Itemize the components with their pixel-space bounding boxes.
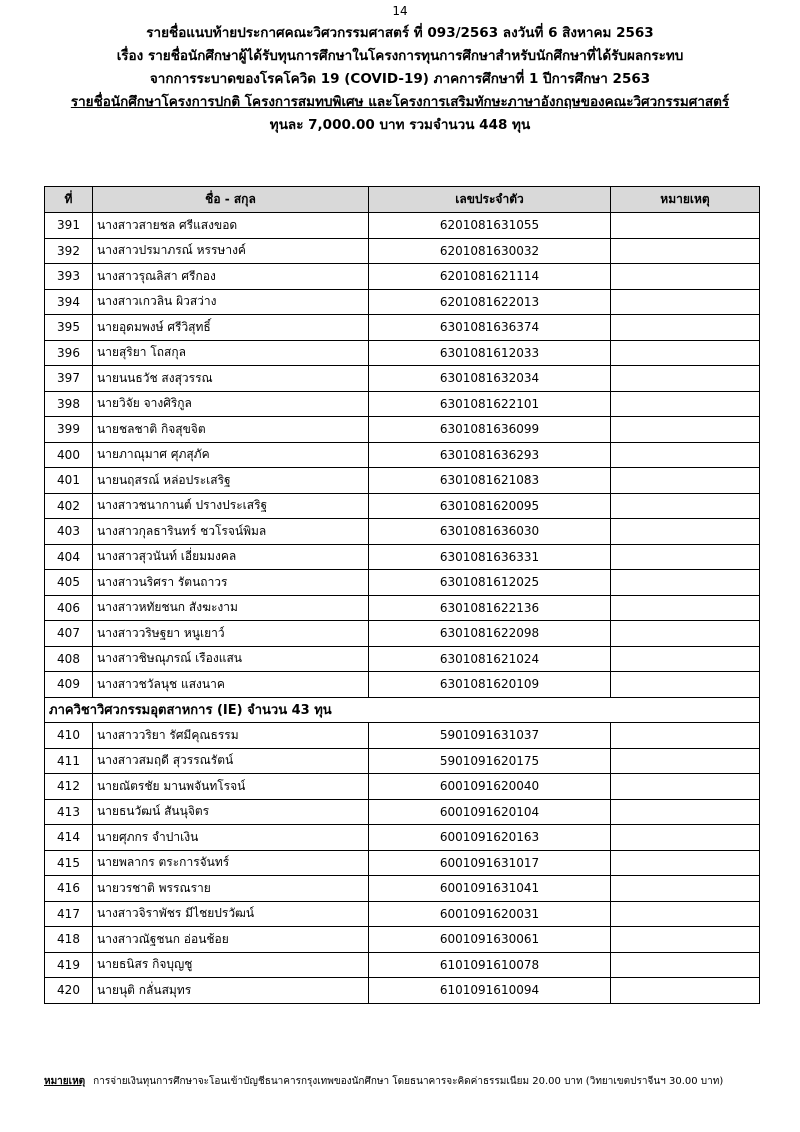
row-number: 417: [45, 901, 93, 927]
column-header-number: ที่: [45, 187, 93, 213]
row-number: 396: [45, 340, 93, 366]
student-name: นายสุริยา โถสกุล: [93, 340, 369, 366]
row-remarks: [611, 799, 760, 825]
table-row: [45, 468, 760, 494]
row-remarks: [611, 289, 760, 315]
row-remarks: [611, 748, 760, 774]
student-name: นายนนธวัช สงสุวรรณ: [93, 366, 369, 392]
table-row: [45, 646, 760, 672]
row-number: 412: [45, 774, 93, 800]
student-id: 6301081636374: [369, 315, 611, 341]
student-name: นางสาววริยา รัศมีคุณธรรม: [93, 723, 369, 749]
student-id: 6301081636030: [369, 519, 611, 545]
row-remarks: [611, 825, 760, 851]
row-number: 407: [45, 621, 93, 647]
student-id: 6101091610094: [369, 978, 611, 1004]
row-remarks: [611, 544, 760, 570]
student-id: 6301081636293: [369, 442, 611, 468]
table-row: [45, 927, 760, 953]
table-section: [45, 697, 760, 723]
table-row: [45, 391, 760, 417]
student-id: 6301081612033: [369, 340, 611, 366]
row-number: 420: [45, 978, 93, 1004]
student-name: นางสาวหทัยชนก สังฆะงาม: [93, 595, 369, 621]
row-number: 411: [45, 748, 93, 774]
student-name: นายภาณุมาศ ศุภสุภัค: [93, 442, 369, 468]
table-row: [45, 366, 760, 392]
student-name: นางสาวสมฤดี สุวรรณรัตน์: [93, 748, 369, 774]
student-name: นางสาวรุณลิสา ศรีกอง: [93, 264, 369, 290]
student-name: นายพลากร ตระการจันทร์: [93, 850, 369, 876]
program-heading-text: รายชื่อนักศึกษาโครงการปกติ โครงการสมทบพิเศษ และโครงการเสริมทักษะภาษาอังกฤษของคณะวิศวกรรมศาสตร์: [70, 94, 730, 110]
student-id: 6301081621024: [369, 646, 611, 672]
student-name: นางสาวชนากานต์ ปรางประเสริฐ: [93, 493, 369, 519]
student-id: 6201081630032: [369, 238, 611, 264]
row-remarks: [611, 850, 760, 876]
row-remarks: [611, 366, 760, 392]
student-name: นายวรชาติ พรรณราย: [93, 876, 369, 902]
student-name: นางสาวณัฐชนก อ่อนช้อย: [93, 927, 369, 953]
table-row: [45, 238, 760, 264]
row-number: 399: [45, 417, 93, 443]
announcement-title: รายชื่อแนบท้ายประกาศคณะวิศวกรรมศาสตร์ ที่ 093/2563 ลงวันที่ 6 สิงหาคม 2563: [146, 25, 654, 41]
student-id: 6301081636099: [369, 417, 611, 443]
table-row: [45, 901, 760, 927]
row-number: 391: [45, 213, 93, 239]
page-number: 14: [392, 4, 408, 18]
row-remarks: [611, 595, 760, 621]
student-id: 6001091620104: [369, 799, 611, 825]
section-title: ภาควิชาวิศวกรรมอุตสาหการ (IE) จำนวน 43 ทุน: [45, 697, 760, 723]
row-remarks: [611, 493, 760, 519]
student-id: 6001091631041: [369, 876, 611, 902]
student-id: 6201081621114: [369, 264, 611, 290]
student-name: นายธนิสร กิจบุญชู: [93, 952, 369, 978]
student-name: นางสาวนริศรา รัตนถาวร: [93, 570, 369, 596]
table-row: [45, 748, 760, 774]
section-row: [45, 697, 760, 723]
student-id: 6301081620095: [369, 493, 611, 519]
scholarship-amount-line: ทุนละ 7,000.00 บาท รวมจำนวน 448 ทุน: [269, 117, 531, 133]
row-remarks: [611, 570, 760, 596]
table-row: [45, 213, 760, 239]
row-remarks: [611, 621, 760, 647]
table-row: [45, 774, 760, 800]
student-id: 6301081612025: [369, 570, 611, 596]
table-row: [45, 723, 760, 749]
row-number: 398: [45, 391, 93, 417]
student-id: 6301081622101: [369, 391, 611, 417]
student-name: นายนุติ กลั่นสมุทร: [93, 978, 369, 1004]
table-row: [45, 825, 760, 851]
row-number: 419: [45, 952, 93, 978]
student-id: 5901091620175: [369, 748, 611, 774]
program-heading: [0, 91, 800, 114]
footnote-label: หมายเหตุ: [44, 1076, 86, 1087]
student-name: นางสาวเกวลิน ผิวสว่าง: [93, 289, 369, 315]
row-remarks: [611, 315, 760, 341]
row-number: 394: [45, 289, 93, 315]
table-header-row: [45, 187, 760, 213]
student-name: นางสาววริษฐยา หนูเยาว์: [93, 621, 369, 647]
row-remarks: [611, 519, 760, 545]
row-number: 409: [45, 672, 93, 698]
student-id: 6301081632034: [369, 366, 611, 392]
row-remarks: [611, 774, 760, 800]
student-id: 6001091620040: [369, 774, 611, 800]
student-name: นายณัตรชัย มานพจันทโรจน์: [93, 774, 369, 800]
row-number: 401: [45, 468, 93, 494]
document-header: [0, 22, 800, 137]
row-remarks: [611, 952, 760, 978]
scholarship-recipient-table: [44, 186, 760, 1004]
table-row: [45, 493, 760, 519]
table-row: [45, 850, 760, 876]
column-header-name: ชื่อ - สกุล: [93, 187, 369, 213]
row-remarks: [611, 340, 760, 366]
student-name: นายธนวัฒน์ สันนุจิตร: [93, 799, 369, 825]
table-row: [45, 621, 760, 647]
row-number: 402: [45, 493, 93, 519]
table-row: [45, 876, 760, 902]
column-header-remarks: หมายเหตุ: [611, 187, 760, 213]
student-id: 6001091630061: [369, 927, 611, 953]
row-number: 400: [45, 442, 93, 468]
table-row: [45, 417, 760, 443]
row-number: 410: [45, 723, 93, 749]
student-name: นางสาวชิษณุภรณ์ เรืองแสน: [93, 646, 369, 672]
row-number: 414: [45, 825, 93, 851]
table-row: [45, 672, 760, 698]
student-name: นายนฤสรณ์ หล่อประเสริฐ: [93, 468, 369, 494]
row-number: 393: [45, 264, 93, 290]
row-number: 403: [45, 519, 93, 545]
row-remarks: [611, 391, 760, 417]
student-name: นางสาวชวัลนุช แสงนาค: [93, 672, 369, 698]
row-number: 416: [45, 876, 93, 902]
row-number: 413: [45, 799, 93, 825]
row-remarks: [611, 978, 760, 1004]
row-remarks: [611, 723, 760, 749]
row-number: 395: [45, 315, 93, 341]
row-number: 408: [45, 646, 93, 672]
student-id: 6101091610078: [369, 952, 611, 978]
student-id: 6001091620031: [369, 901, 611, 927]
student-id: 6201081622013: [369, 289, 611, 315]
student-id: 6001091620163: [369, 825, 611, 851]
row-number: 404: [45, 544, 93, 570]
student-id: 5901091631037: [369, 723, 611, 749]
table-row: [45, 289, 760, 315]
student-name: นายวิจัย จางศิริกูล: [93, 391, 369, 417]
student-id: 6001091631017: [369, 850, 611, 876]
table-row: [45, 570, 760, 596]
row-remarks: [611, 646, 760, 672]
table-row: [45, 978, 760, 1004]
student-id: 6301081622136: [369, 595, 611, 621]
table-row: [45, 952, 760, 978]
row-number: 397: [45, 366, 93, 392]
table-row: [45, 264, 760, 290]
student-name: นางสาวสายชล ศรีแสงขอด: [93, 213, 369, 239]
table-row: [45, 442, 760, 468]
row-remarks: [611, 901, 760, 927]
footnote-text: การจ่ายเงินทุนการศึกษาจะโอนเข้าบัญชีธนาคารกรุงเทพของนักศึกษา โดยธนาคารจะคิดค่าธรรมเนียม 20.00 บาท (วิทยาเขตปราจีนฯ 30.00 บาท): [93, 1076, 724, 1087]
row-remarks: [611, 927, 760, 953]
row-remarks: [611, 264, 760, 290]
student-id: 6301081620109: [369, 672, 611, 698]
row-remarks: [611, 876, 760, 902]
subject-line: เรื่อง รายชื่อนักศึกษาผู้ได้รับทุนการศึกษาในโครงการทุนการศึกษาสำหรับนักศึกษาที่ได้รับผลกระทบ: [116, 48, 684, 64]
student-name: นางสาวปรมาภรณ์ หรรษางค์: [93, 238, 369, 264]
student-name: นางสาวจิราพัชร มีไชยปรวัฒน์: [93, 901, 369, 927]
row-number: 418: [45, 927, 93, 953]
subject-line-continued: จากการระบาดของโรคโควิด 19 (COVID-19) ภาคการศึกษาที่ 1 ปีการศึกษา 2563: [149, 71, 651, 87]
student-name: นายอุดมพงษ์ ศรีวิสุทธิ์: [93, 315, 369, 341]
row-number: 392: [45, 238, 93, 264]
table-row: [45, 519, 760, 545]
table-row: [45, 799, 760, 825]
student-id: 6301081636331: [369, 544, 611, 570]
table-row: [45, 544, 760, 570]
table-row: [45, 315, 760, 341]
column-header-student-id: เลขประจำตัว: [369, 187, 611, 213]
row-remarks: [611, 672, 760, 698]
row-number: 415: [45, 850, 93, 876]
table-body-ie-group: [45, 723, 760, 1004]
row-remarks: [611, 238, 760, 264]
row-remarks: [611, 468, 760, 494]
student-id: 6301081622098: [369, 621, 611, 647]
row-remarks: [611, 417, 760, 443]
table-row: [45, 595, 760, 621]
row-remarks: [611, 213, 760, 239]
student-name: นายชลชาติ กิจสุขจิต: [93, 417, 369, 443]
student-id: 6201081631055: [369, 213, 611, 239]
row-number: 406: [45, 595, 93, 621]
row-number: 405: [45, 570, 93, 596]
table-body-first-group: [45, 213, 760, 698]
row-remarks: [611, 442, 760, 468]
student-name: นางสาวสุวนันท์ เอี่ยมมงคล: [93, 544, 369, 570]
student-name: นายศุภกร จำปาเงิน: [93, 825, 369, 851]
student-id: 6301081621083: [369, 468, 611, 494]
footnote: [44, 1074, 774, 1089]
student-name: นางสาวกุลธารินทร์ ชวโรจน์พิมล: [93, 519, 369, 545]
table-row: [45, 340, 760, 366]
